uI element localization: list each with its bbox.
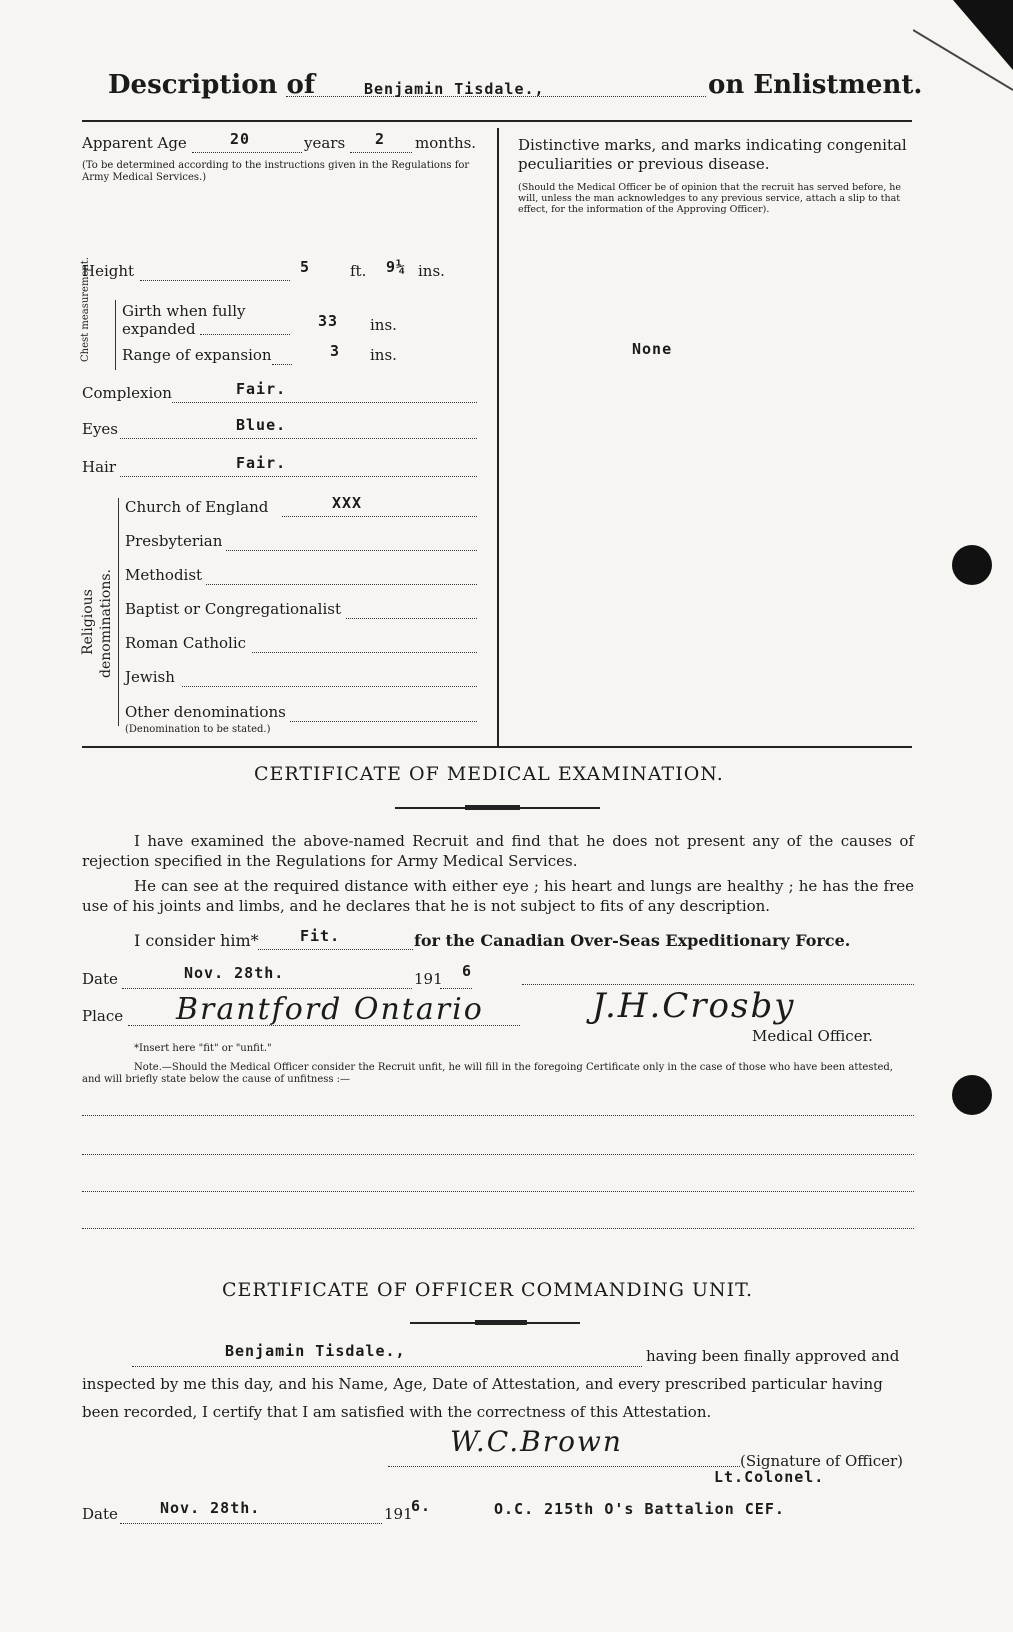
- commanding-signature: W.C.Brown: [450, 1425, 623, 1458]
- consider-label: I consider him*: [134, 931, 259, 950]
- age-months: 2: [375, 130, 386, 148]
- commanding-unit: O.C. 215th O's Battalion CEF.: [494, 1500, 785, 1518]
- header-name: Benjamin Tisdale.,: [364, 80, 545, 98]
- medical-year-line: [440, 988, 472, 989]
- unfit-line-1: [82, 1115, 914, 1116]
- place-value: Brantford Ontario: [176, 992, 484, 1027]
- commanding-text2: inspected by me this day, and his Name, Age, Date of Attestation, and every prescribed particular having: [82, 1375, 883, 1393]
- expansion-value: 3: [330, 342, 341, 360]
- medical-heading: CERTIFICATE OF MEDICAL EXAMINATION.: [254, 763, 724, 785]
- commanding-text1: having been finally approved and: [646, 1347, 900, 1365]
- height-ft: 5: [300, 258, 311, 276]
- commanding-signature-line: [388, 1466, 740, 1467]
- hair-label: Hair: [82, 458, 116, 476]
- methodist-label: Methodist: [125, 566, 203, 584]
- medical-heading-rule-center: [465, 805, 520, 810]
- age-label: Apparent Age: [82, 134, 187, 152]
- expansion-line: [272, 364, 292, 365]
- other-note: (Denomination to be stated.): [125, 724, 271, 735]
- girth-label: Girth when fully expanded: [122, 302, 246, 338]
- church-line: [282, 516, 477, 517]
- medical-date-value: Nov. 28th.: [184, 964, 285, 982]
- commanding-date-label: Date: [82, 1505, 118, 1523]
- presbyterian-line: [226, 550, 477, 551]
- girth-line: [200, 334, 290, 335]
- commanding-year-prefix: 191: [384, 1505, 413, 1523]
- ft-label: ft.: [350, 262, 367, 280]
- baptist-label: Baptist or Congregationalist: [125, 600, 341, 618]
- medical-para2: He can see at the required distance with either eye ; his heart and lungs are healthy ; he has the free use of his joints and limbs, and he declares that he is not subject to fits of any description.: [82, 877, 914, 915]
- commanding-heading-rule-center: [475, 1320, 527, 1325]
- other-line: [290, 721, 477, 722]
- insert-note: *Insert here "fit" or "unfit.": [134, 1043, 272, 1054]
- consider-value: Fit.: [300, 927, 341, 945]
- commanding-name-line: [132, 1366, 642, 1367]
- height-in: 9¼: [386, 258, 407, 276]
- years-label: years: [304, 134, 346, 152]
- eyes-value: Blue.: [236, 416, 287, 434]
- church-of-england-label: Church of England: [125, 498, 269, 516]
- description-bottom-rule: [82, 746, 912, 748]
- chest-side-label: Chest measurement.: [80, 256, 91, 362]
- months-label: months.: [415, 134, 477, 152]
- complexion-value: Fair.: [236, 380, 287, 398]
- eyes-line: [120, 438, 477, 439]
- baptist-line: [346, 618, 477, 619]
- marks-title: Distinctive marks, and marks indicating congenital peculiarities or previous disease.: [518, 136, 907, 173]
- unfit-line-2: [82, 1154, 914, 1155]
- medical-note: Note.—Should the Medical Officer consider the Recruit unfit, he will fill in the foregoing Certificate only in the case of those who have been attested, and will briefly state below the cause of unfitness :—: [82, 1062, 893, 1085]
- height-line: [140, 280, 290, 281]
- header-prefix: Description of: [108, 70, 316, 100]
- header-suffix: on Enlistment.: [708, 70, 923, 100]
- other-label: Other denominations: [125, 703, 286, 721]
- unfit-line-3: [82, 1191, 914, 1192]
- header-rule: [82, 120, 912, 122]
- commanding-date-line: [120, 1523, 382, 1524]
- consider-line: [258, 949, 413, 950]
- corner-shadow: [913, 0, 1013, 110]
- girth-value: 33: [318, 312, 339, 330]
- age-months-line: [350, 152, 412, 153]
- unfit-line-4: [82, 1228, 914, 1229]
- commanding-name-value: Benjamin Tisdale.,: [225, 1342, 406, 1360]
- medical-date-line: [122, 988, 412, 989]
- jewish-line: [182, 686, 477, 687]
- medical-year-digit: 6: [462, 962, 473, 980]
- jewish-label: Jewish: [125, 668, 175, 686]
- age-years-line: [192, 152, 302, 153]
- ins-label-expansion: ins.: [370, 346, 397, 364]
- marks-value: None: [632, 340, 673, 358]
- eyes-label: Eyes: [82, 420, 118, 438]
- commanding-year-digit: 6.: [411, 1497, 432, 1515]
- commanding-heading: CERTIFICATE OF OFFICER COMMANDING UNIT.: [222, 1279, 754, 1301]
- medical-signature: J.H.Crosby: [592, 986, 796, 1026]
- methodist-line: [206, 584, 477, 585]
- church-mark: XXX: [332, 494, 363, 512]
- chest-brace: [115, 300, 116, 370]
- ins-label-girth: ins.: [370, 316, 397, 334]
- punch-hole-bottom: [952, 1075, 992, 1115]
- commanding-text3: been recorded, I certify that I am satisfied with the correctness of this Attestation.: [82, 1403, 712, 1421]
- expansion-label: Range of expansion: [122, 346, 272, 364]
- age-note: (To be determined according to the instructions given in the Regulations for Army Medical Services.): [82, 160, 470, 183]
- presbyterian-label: Presbyterian: [125, 532, 223, 550]
- medical-officer-label: Medical Officer.: [752, 1027, 873, 1045]
- column-divider: [497, 128, 499, 746]
- age-years: 20: [230, 130, 251, 148]
- complexion-label: Complexion: [82, 384, 172, 402]
- marks-note: (Should the Medical Officer be of opinion that the recruit has served before, he will, unless the man acknowledges to any previous service, attach a slip to that effect, for the information of the Approving Officer).: [518, 182, 902, 215]
- punch-hole-top: [952, 545, 992, 585]
- hair-value: Fair.: [236, 454, 287, 472]
- religion-side-label-1: Religious: [80, 589, 96, 655]
- hair-line: [120, 476, 477, 477]
- medical-para1: I have examined the above-named Recruit and find that he does not present any of the causes of rejection specified in the Regulations for Army Medical Services.: [82, 832, 914, 870]
- religion-brace: [118, 498, 119, 726]
- height-label: Height: [82, 262, 135, 280]
- roman-catholic-label: Roman Catholic: [125, 634, 247, 652]
- roman-catholic-line: [252, 652, 477, 653]
- commanding-rank: Lt.Colonel.: [714, 1468, 825, 1486]
- medical-date-label: Date: [82, 970, 118, 988]
- religion-side-label-2: denominations.: [98, 569, 114, 678]
- place-label: Place: [82, 1007, 124, 1025]
- complexion-line: [172, 402, 477, 403]
- force-label: for the Canadian Over-Seas Expeditionary Force.: [414, 931, 851, 950]
- signature-label: (Signature of Officer): [740, 1452, 904, 1470]
- commanding-date-value: Nov. 28th.: [160, 1499, 261, 1517]
- medical-signature-line: [522, 984, 914, 985]
- medical-year-prefix: 191: [414, 970, 443, 988]
- ins-label-height: ins.: [418, 262, 445, 280]
